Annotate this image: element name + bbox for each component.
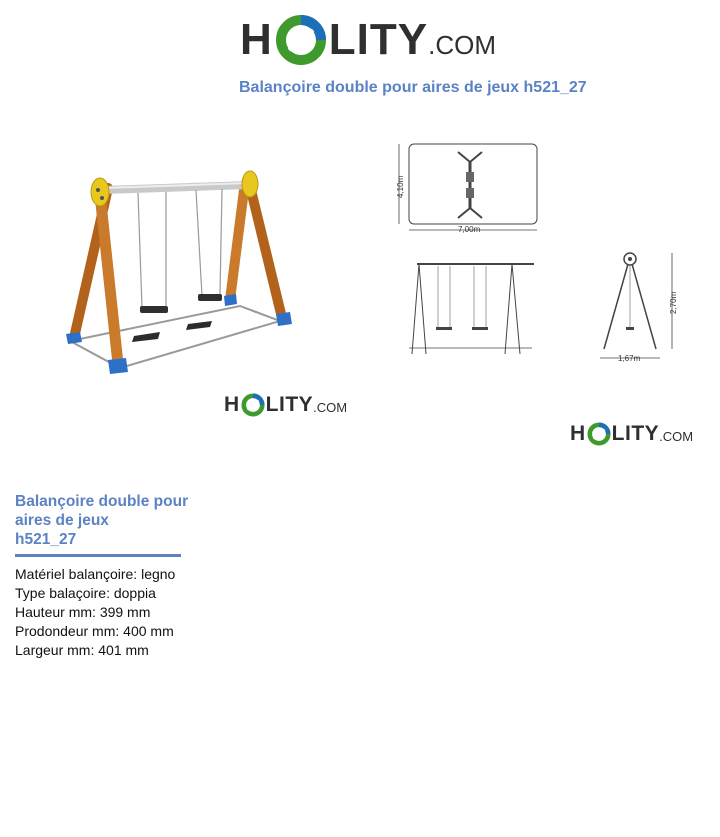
spec-label: Prodondeur mm <box>15 623 116 639</box>
logo-text: LITY <box>611 422 660 445</box>
side-height-label: 2,70m <box>669 291 678 314</box>
spec-value: 399 mm <box>99 604 151 620</box>
spec-list <box>15 565 175 660</box>
heading-underline <box>15 554 181 557</box>
drawing-watermark-logo <box>570 421 693 447</box>
spec-item: Type balaçoire: doppia <box>15 585 156 601</box>
product-heading-code: h521_27 <box>15 531 77 548</box>
logo-letter-h: H <box>240 15 273 64</box>
plan-depth-label: 4,10m <box>396 175 405 198</box>
logo-domain-suffix: .COM <box>313 399 348 415</box>
logo-domain-suffix: .COM <box>428 30 496 60</box>
spec-label: Type balaçoire <box>15 585 107 601</box>
product-image <box>0 128 362 430</box>
logo-text: LITY <box>328 15 429 64</box>
spec-item: Matériel balançoire: legno <box>15 566 176 582</box>
product-heading <box>15 492 215 549</box>
spec-label: Largeur mm <box>15 642 91 658</box>
logo-ring-icon <box>587 422 611 446</box>
plan-length-label: 7,00m <box>458 225 481 234</box>
spec-value: legno <box>141 566 176 582</box>
spec-label: Hauteur mm <box>15 604 93 620</box>
logo-letter-h: H <box>224 393 240 416</box>
side-width-label: 1,67m <box>618 354 641 363</box>
spec-label: Matériel balançoire <box>15 566 134 582</box>
spec-item: Largeur mm: 401 mm <box>15 642 149 658</box>
logo-domain-suffix: .COM <box>659 428 694 444</box>
spec-item: Prodondeur mm: 400 mm <box>15 623 174 639</box>
logo-letter-h: H <box>570 422 586 445</box>
product-heading-line: Balançoire double pour <box>15 493 189 510</box>
spec-value: 400 mm <box>123 623 174 639</box>
spec-item: Hauteur mm: 399 mm <box>15 604 151 620</box>
logo-text: LITY <box>265 393 314 416</box>
page-title: Balançoire double pour aires de jeux h521_27 <box>239 79 587 96</box>
logo-ring-icon <box>275 14 327 66</box>
logo-ring-icon <box>241 393 265 417</box>
product-image-watermark-logo <box>224 392 347 418</box>
product-heading-line: aires de jeux <box>15 512 109 529</box>
technical-drawing <box>392 132 712 370</box>
spec-value: doppia <box>113 585 156 601</box>
site-logo[interactable] <box>240 12 496 68</box>
spec-value: 401 mm <box>98 642 149 658</box>
